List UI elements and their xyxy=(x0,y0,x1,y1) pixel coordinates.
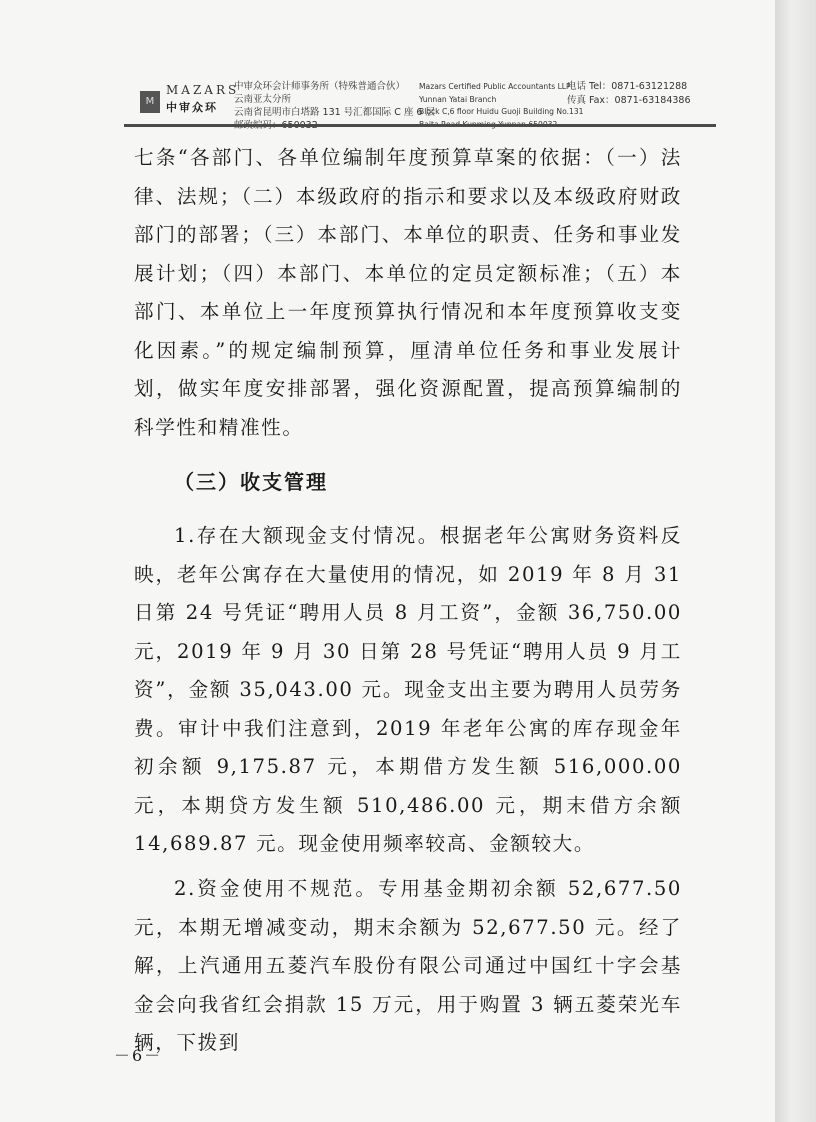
logo-chinese-name: 中审众环 xyxy=(166,101,218,114)
header-divider xyxy=(124,124,716,127)
header-cn-line: 云南省昆明市白塔路 131 号汇都国际 C 座 6 层 xyxy=(234,107,435,118)
header-contact xyxy=(567,80,691,108)
header-cn-line: 中审众环会计师事务所（特殊普通合伙） xyxy=(234,81,406,92)
logo-word: MAZARS xyxy=(166,83,240,97)
paragraph-fund-usage: 2.资金使用不规范。专用基金期初余额 52,677.50 元，本期无增减变动，期末余额为 52,677.50 元。经了解，上汽通用五菱汽车股份有限公司通过中国红十字会基金会向我省红会捐款 15 万元，用于购置 3 辆五菱荣光车辆，下拨到 xyxy=(134,877,682,1054)
paragraph-budget-basis: 七条“各部门、各单位编制年度预算草案的依据：（一）法律、法规；（二）本级政府的指示和要求以及本级政府财政部门的部署；（三）本部门、本单位的职责、任务和事业发展计划；（四）本部门、本单位的定员定额标准；（五）本部门、本单位上一年度预算执行情况和本年度预算收支变化因素。”的规定编制预算，厘清单位任务和事业发展计划，做实年度安排部署，强化资源配置，提高预算编制的科学性和精准性。 xyxy=(134,146,682,439)
header-en-line: Block C,6 floor Huidu Guoji Building No.131 xyxy=(419,107,584,116)
page-number: －6－ xyxy=(114,1046,163,1065)
scan-edge xyxy=(775,0,816,1122)
header-telephone: 电话 Tel：0871-63121288 xyxy=(567,81,688,92)
mazars-logo xyxy=(140,83,240,117)
paragraph-cash-payment: 1.存在大额现金支付情况。根据老年公寓财务资料反映，老年公寓存在大量使用的情况，如 2019 年 8 月 31 日第 24 号凭证“聘用人员 8 月工资”，金额 36,750.00 元，2019 年 9 月 30 日第 28 号凭证“聘用人员 9 月工资”，金额 35,043.00 元。现金支出主要为聘用人员劳务费。审计中我们注意到，2019 年老年公寓的库存现金年初余额 9,175.87 元，本期借方发生额 516,000.00 元，本期贷方发生额 510,486.00 元，期末借方余额 14,689.87 元。现金使用频率较高、金额较大。 xyxy=(134,524,682,855)
header-en-line: Mazars Certified Public Accountants LLP xyxy=(419,82,571,91)
header-en-line: Yunnan Yatai Branch xyxy=(419,94,497,104)
logo-mark-icon: M xyxy=(140,91,160,113)
header-cn-line: 云南亚太分所 xyxy=(234,94,292,105)
header-fax: 传真 Fax：0871-63184386 xyxy=(567,95,691,106)
section-heading: （三）收支管理 xyxy=(174,470,328,494)
